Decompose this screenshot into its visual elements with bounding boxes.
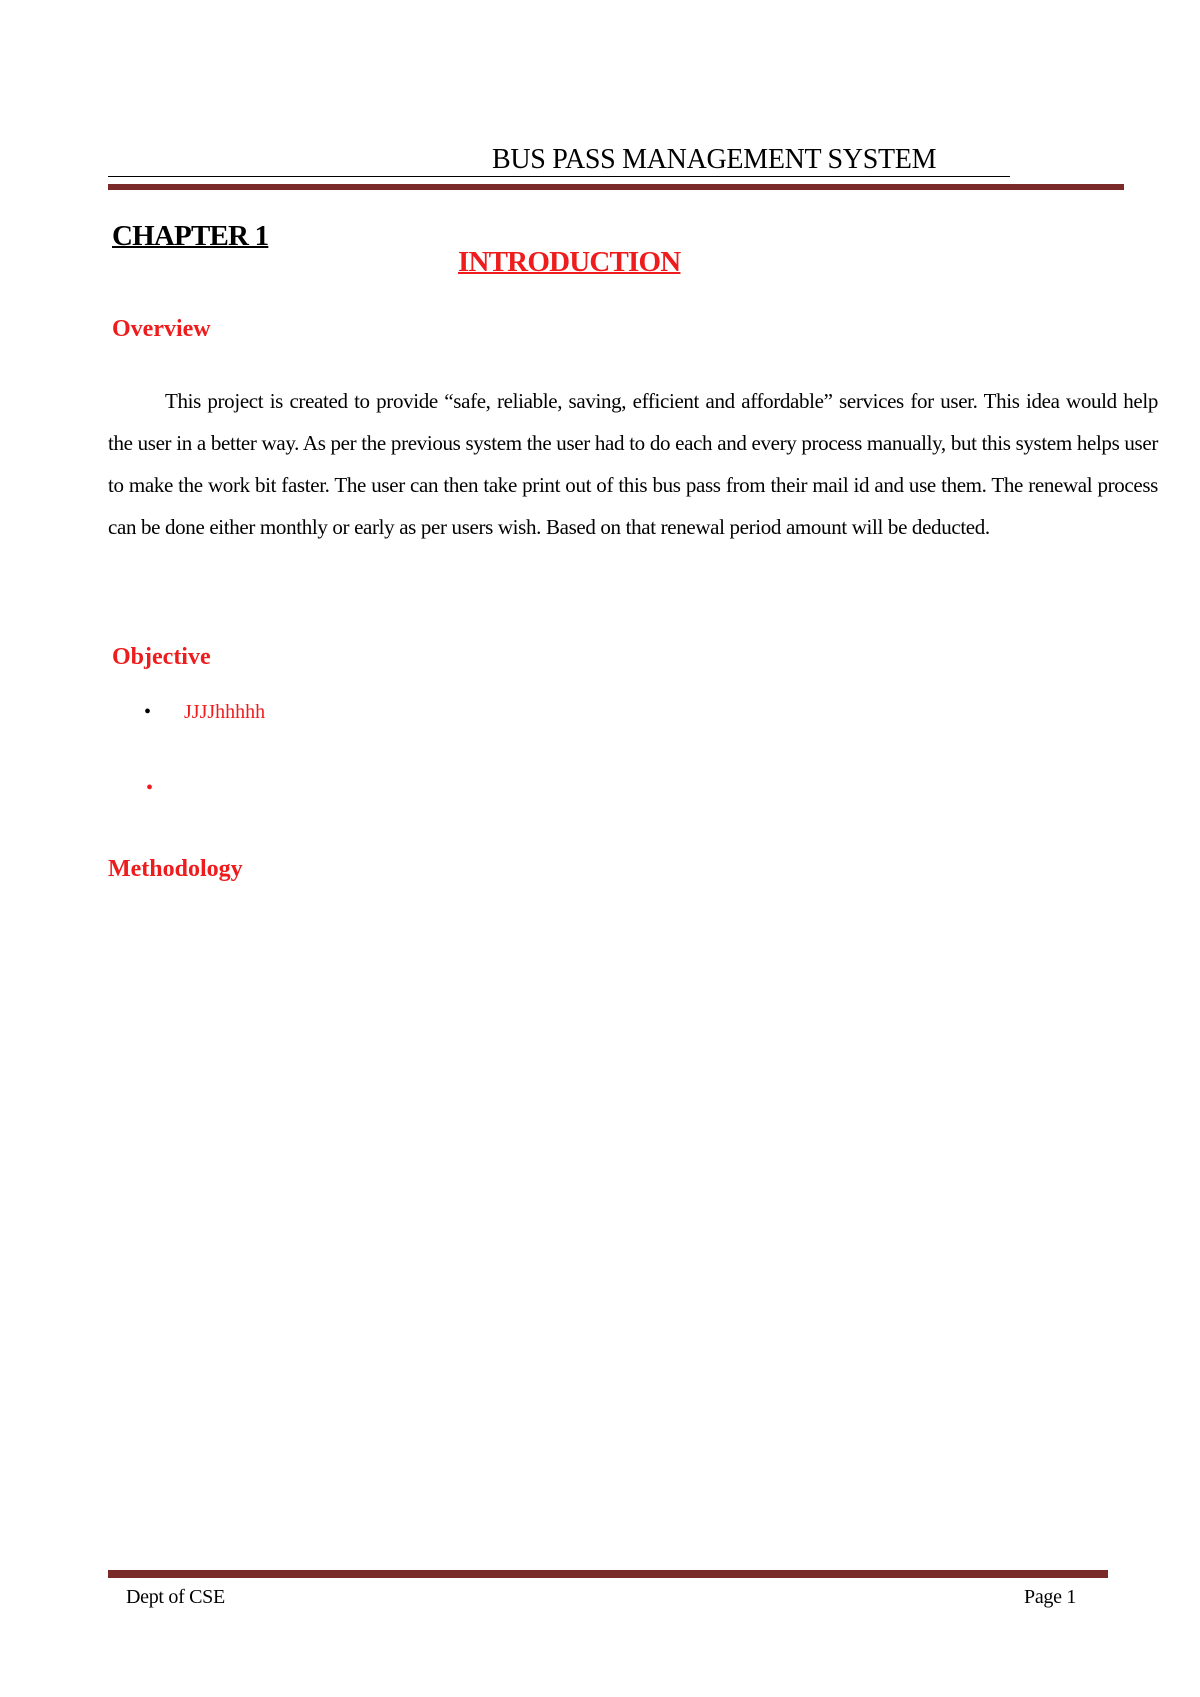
header-thin-rule: [108, 176, 1010, 177]
bullet-icon: •: [144, 701, 152, 723]
footer-thick-rule: [108, 1570, 1108, 1578]
footer-department: Dept of CSE: [126, 1586, 225, 1608]
chapter-title: INTRODUCTION: [458, 246, 681, 278]
objective-heading: Objective: [112, 644, 211, 670]
footer-page-number: Page 1: [1024, 1586, 1077, 1608]
header-thick-rule: [108, 184, 1124, 190]
running-header-title: BUS PASS MANAGEMENT SYSTEM: [492, 144, 937, 175]
overview-paragraph: This project is created to provide “safe, reliable, saving, efficient and affordable” services for user. This idea would help the user in a better way. As per the previous system the user had to do each and every process manually, but this system helps user to make the work bit faster. The user can then take print out of this bus pass from their mail id and use them. The renewal process can be done either monthly or early as per users wish. Based on that renewal period amount will be deducted.: [108, 389, 1158, 539]
overview-heading: Overview: [112, 316, 211, 342]
methodology-heading: Methodology: [108, 856, 243, 882]
chapter-label: CHAPTER 1: [112, 220, 269, 252]
objective-item-text: JJJJhhhhh: [184, 701, 266, 723]
bullet-icon: •: [146, 777, 154, 799]
